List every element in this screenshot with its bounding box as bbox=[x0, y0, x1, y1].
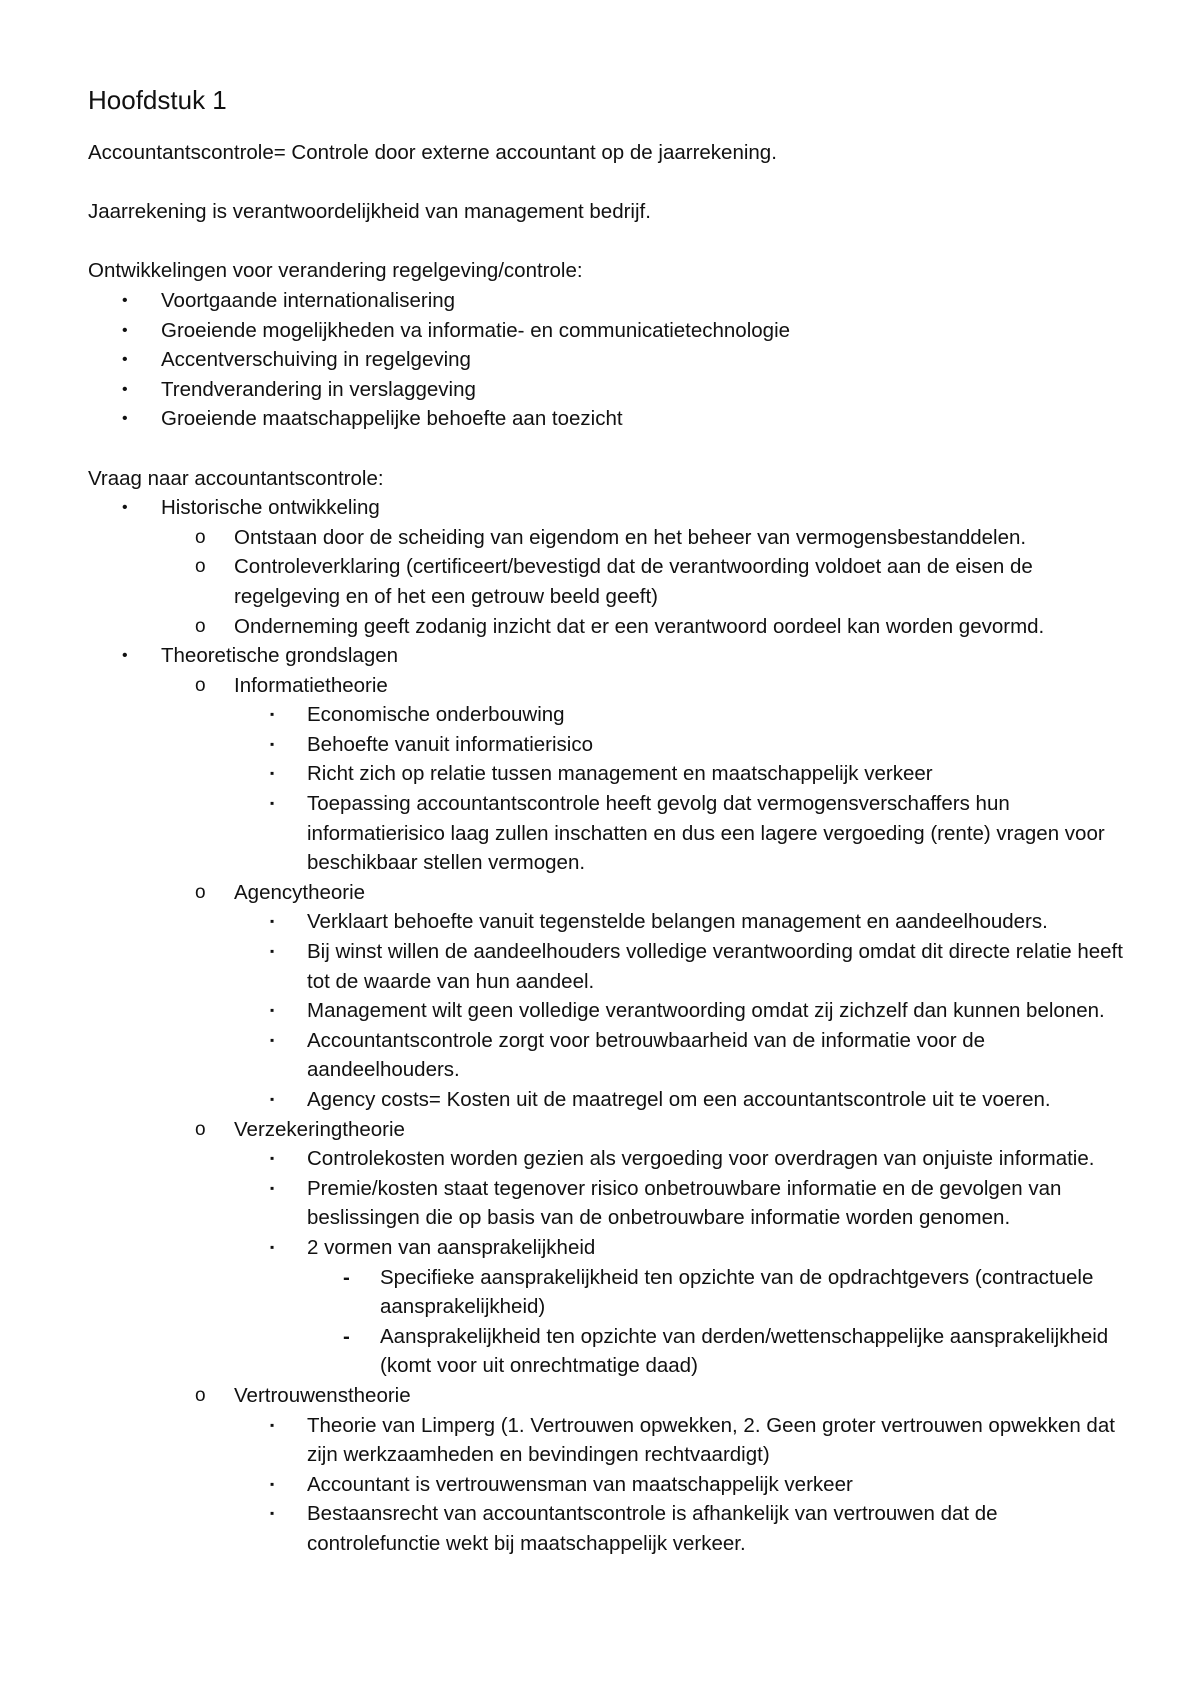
list-item: - Specifieke aansprakelijkheid ten opzichte van de opdrachtgevers (contractuele aansprakelijkheid) bbox=[307, 1263, 1128, 1322]
list-item: • Voortgaande internationalisering bbox=[88, 286, 1128, 316]
circle-bullet-icon: o bbox=[195, 1384, 206, 1406]
developments-intro: Ontwikkelingen voor verandering regelgeving/controle: bbox=[88, 259, 583, 283]
document-page bbox=[88, 80, 1128, 1559]
information-theory-list bbox=[234, 700, 1128, 878]
bullet-icon: • bbox=[122, 321, 128, 339]
circle-bullet-icon: o bbox=[195, 1118, 206, 1140]
list-item: • Groeiende maatschappelijke behoefte aan toezicht bbox=[88, 404, 1128, 434]
bullet-icon: • bbox=[122, 291, 128, 309]
square-bullet-icon: ▪ bbox=[270, 1003, 275, 1018]
circle-bullet-icon: o bbox=[195, 526, 206, 548]
theories-list bbox=[161, 671, 1128, 1559]
list-item-theoretical: • Theoretische grondslagen o Informatietheorie ▪ Economische onderbouwing ▪ Behoefte vanuit informatierisico ▪ Richt zich op relatie tussen management en maatschappelijk verkeer ▪ Toepassing accountantscontrole heeft gevolg dat vermogensverschaffers hun informatierisico laag zullen inschatten en dus een lagere vergoeding (rente) vragen voor beschikbaar stellen vermogen. o Agencytheorie ▪ Verklaart behoefte vanuit tegenstelde belangen management en aandeelhouders. ▪ Bij winst willen de aandeelhouders volledige verantwoording omdat dit directe relatie heeft tot de waarde van hun aandeel. ▪ Management wilt geen volledige verantwoording omdat zij zichzelf dan kunnen belonen. ▪ Accountantscontrole zorgt voor betrouwbaarheid van de informatie voor de aandeelhouders. ▪ Agency costs= Kosten uit de maatregel om een accountantscontrole uit te voeren. o Verzekeringtheorie ▪ Controlekosten worden gezien als vergoeding voor overdragen van onjuiste informatie. ▪ Premie/kosten staat tegenover risico onbetrouwbare informatie en de gevolgen van beslissingen die op basis van de onbetrouwbare informatie worden genomen. ▪ 2 vormen van aansprakelijkheid - Specifieke aansprakelijkheid ten opzichte van de opdrachtgevers (contractuele aansprakelijkheid) - Aansprakelijkheid ten opzichte van derden/wettenschappelijke aansprakelijkheid (komt voor uit onrechtmatige daad) o Vertrouwenstheorie ▪ Theorie van Limperg (1. Vertrouwen opwekken, 2. Geen groter vertrouwen opwekken dat zijn werkzaamheden en bevindingen rechtvaardigt) ▪ Accountant is vertrouwensman van maatschappelijk verkeer ▪ Bestaansrecht van accountantscontrole is afhankelijk van vertrouwen dat de controlefunctie wekt bij maatschappelijk verkeer. bbox=[88, 641, 1128, 1558]
list-item: ▪ Toepassing accountantscontrole heeft gevolg dat vermogensverschaffers hun informatierisico laag zullen inschatten en dus een lagere vergoeding (rente) vragen voor beschikbaar stellen vermogen. bbox=[234, 789, 1128, 878]
list-item: ▪ Behoefte vanuit informatierisico bbox=[234, 730, 1128, 760]
list-item: ▪ Richt zich op relatie tussen management en maatschappelijk verkeer bbox=[234, 759, 1128, 789]
dash-bullet-icon: - bbox=[343, 1324, 350, 1348]
list-item: ▪ Bij winst willen de aandeelhouders volledige verantwoording omdat dit directe relatie heeft tot de waarde van hun aandeel. bbox=[234, 937, 1128, 996]
list-item: o Onderneming geeft zodanig inzicht dat er een verantwoord oordeel kan worden gevormd. bbox=[161, 612, 1128, 642]
bullet-icon: • bbox=[122, 351, 128, 369]
list-item: • Trendverandering in verslaggeving bbox=[88, 375, 1128, 405]
square-bullet-icon: ▪ bbox=[270, 1417, 275, 1432]
list-item-information-theory: o Informatietheorie ▪ Economische onderbouwing ▪ Behoefte vanuit informatierisico ▪ Richt zich op relatie tussen management en maatschappelijk verkeer ▪ Toepassing accountantscontrole heeft gevolg dat vermogensverschaffers hun informatierisico laag zullen inschatten en dus een lagere vergoeding (rente) vragen voor beschikbaar stellen vermogen. bbox=[161, 671, 1128, 878]
square-bullet-icon: ▪ bbox=[270, 707, 275, 722]
square-bullet-icon: ▪ bbox=[270, 736, 275, 751]
square-bullet-icon: ▪ bbox=[270, 1151, 275, 1166]
developments-list bbox=[88, 286, 1128, 434]
square-bullet-icon: ▪ bbox=[270, 1092, 275, 1106]
list-item: o Controleverklaring (certificeert/bevestigd dat de verantwoording voldoet aan de eisen de regelgeving en of het een getrouw beeld geeft) bbox=[161, 552, 1128, 611]
demand-intro: Vraag naar accountantscontrole: bbox=[88, 466, 384, 490]
square-bullet-icon: ▪ bbox=[270, 914, 275, 929]
square-bullet-icon: ▪ bbox=[270, 796, 275, 811]
trust-theory-list bbox=[234, 1411, 1128, 1559]
list-item-trust-theory: o Vertrouwenstheorie ▪ Theorie van Limperg (1. Vertrouwen opwekken, 2. Geen groter vertrouwen opwekken dat zijn werkzaamheden en bevindingen rechtvaardigt) ▪ Accountant is vertrouwensman van maatschappelijk verkeer ▪ Bestaansrecht van accountantscontrole is afhankelijk van vertrouwen dat de controlefunctie wekt bij maatschappelijk verkeer. bbox=[161, 1381, 1128, 1559]
bullet-icon: • bbox=[122, 380, 128, 398]
liability-forms-list bbox=[307, 1263, 1128, 1381]
list-item: ▪ Verklaart behoefte vanuit tegenstelde belangen management en aandeelhouders. bbox=[234, 907, 1128, 937]
list-item: ▪ Management wilt geen volledige verantwoording omdat zij zichzelf dan kunnen belonen. bbox=[234, 996, 1128, 1026]
list-item: o Ontstaan door de scheiding van eigendom en het beheer van vermogensbestanddelen. bbox=[161, 523, 1128, 553]
list-item: ▪ Accountant is vertrouwensman van maatschappelijk verkeer bbox=[234, 1470, 1128, 1500]
historical-list bbox=[161, 523, 1128, 641]
list-item: • Accentverschuiving in regelgeving bbox=[88, 345, 1128, 375]
list-item: • Groeiende mogelijkheden va informatie- en communicatietechnologie bbox=[88, 316, 1128, 346]
bullet-icon: • bbox=[122, 647, 128, 665]
circle-bullet-icon: o bbox=[195, 881, 206, 903]
list-item: ▪ Bestaansrecht van accountantscontrole is afhankelijk van vertrouwen dat de controlefunctie wekt bij maatschappelijk verkeer. bbox=[234, 1499, 1128, 1558]
list-item: ▪ Accountantscontrole zorgt voor betrouwbaarheid van de informatie voor de aandeelhouders. bbox=[234, 1026, 1128, 1085]
square-bullet-icon: ▪ bbox=[270, 766, 275, 781]
insurance-theory-list bbox=[234, 1144, 1128, 1381]
definition-line: Accountantscontrole= Controle door externe accountant op de jaarrekening. bbox=[88, 141, 777, 164]
circle-bullet-icon: o bbox=[195, 615, 206, 637]
square-bullet-icon: ▪ bbox=[270, 1239, 275, 1254]
circle-bullet-icon: o bbox=[195, 556, 206, 578]
list-item: ▪ Premie/kosten staat tegenover risico onbetrouwbare informatie en de gevolgen van beslissingen die op basis van de onbetrouwbare informatie worden genomen. bbox=[234, 1174, 1128, 1233]
circle-bullet-icon: o bbox=[195, 674, 206, 696]
list-item-agency-theory: o Agencytheorie ▪ Verklaart behoefte vanuit tegenstelde belangen management en aandeelhouders. ▪ Bij winst willen de aandeelhouders volledige verantwoording omdat dit directe relatie heeft tot de waarde van hun aandeel. ▪ Management wilt geen volledige verantwoording omdat zij zichzelf dan kunnen belonen. ▪ Accountantscontrole zorgt voor betrouwbaarheid van de informatie voor de aandeelhouders. ▪ Agency costs= Kosten uit de maatregel om een accountantscontrole uit te voeren. bbox=[161, 878, 1128, 1115]
list-item: ▪ 2 vormen van aansprakelijkheid - Specifieke aansprakelijkheid ten opzichte van de opdrachtgevers (contractuele aansprakelijkheid) - Aansprakelijkheid ten opzichte van derden/wettenschappelijke aansprakelijkheid (komt voor uit onrechtmatige daad) bbox=[234, 1233, 1128, 1381]
list-item: ▪ Controlekosten worden gezien als vergoeding voor overdragen van onjuiste informatie. bbox=[234, 1144, 1128, 1174]
list-item-insurance-theory: o Verzekeringtheorie ▪ Controlekosten worden gezien als vergoeding voor overdragen van onjuiste informatie. ▪ Premie/kosten staat tegenover risico onbetrouwbare informatie en de gevolgen van beslissingen die op basis van de onbetrouwbare informatie worden genomen. ▪ 2 vormen van aansprakelijkheid - Specifieke aansprakelijkheid ten opzichte van de opdrachtgevers (contractuele aansprakelijkheid) - Aansprakelijkheid ten opzichte van derden/wettenschappelijke aansprakelijkheid (komt voor uit onrechtmatige daad) bbox=[161, 1115, 1128, 1381]
demand-list bbox=[88, 493, 1128, 1558]
square-bullet-icon: ▪ bbox=[270, 1180, 275, 1195]
list-item: - Aansprakelijkheid ten opzichte van derden/wettenschappelijke aansprakelijkheid (komt voor uit onrechtmatige daad) bbox=[307, 1322, 1128, 1381]
dash-bullet-icon: - bbox=[343, 1265, 350, 1289]
bullet-icon: • bbox=[122, 499, 128, 517]
responsibility-line: Jaarrekening is verantwoordelijkheid van management bedrijf. bbox=[88, 200, 651, 224]
list-item: ▪ Theorie van Limperg (1. Vertrouwen opwekken, 2. Geen groter vertrouwen opwekken dat zijn werkzaamheden en bevindingen rechtvaardigt) bbox=[234, 1411, 1128, 1470]
square-bullet-icon: ▪ bbox=[270, 1032, 275, 1047]
agency-theory-list bbox=[234, 907, 1128, 1114]
list-item: ▪ Agency costs= Kosten uit de maatregel om een accountantscontrole uit te voeren. bbox=[234, 1085, 1128, 1115]
square-bullet-icon: ▪ bbox=[270, 944, 275, 959]
page-title: Hoofdstuk 1 bbox=[88, 85, 227, 115]
list-item-historical: • Historische ontwikkeling o Ontstaan door de scheiding van eigendom en het beheer van vermogensbestanddelen. o Controleverklaring (certificeert/bevestigd dat de verantwoording voldoet aan de eisen de regelgeving en of het een getrouw beeld geeft) o Onderneming geeft zodanig inzicht dat er een verantwoord oordeel kan worden gevormd. bbox=[88, 493, 1128, 641]
square-bullet-icon: ▪ bbox=[270, 1506, 275, 1521]
square-bullet-icon: ▪ bbox=[270, 1476, 275, 1491]
bullet-icon: • bbox=[122, 410, 128, 428]
spacer bbox=[88, 434, 1128, 464]
list-item: ▪ Economische onderbouwing bbox=[234, 700, 1128, 730]
